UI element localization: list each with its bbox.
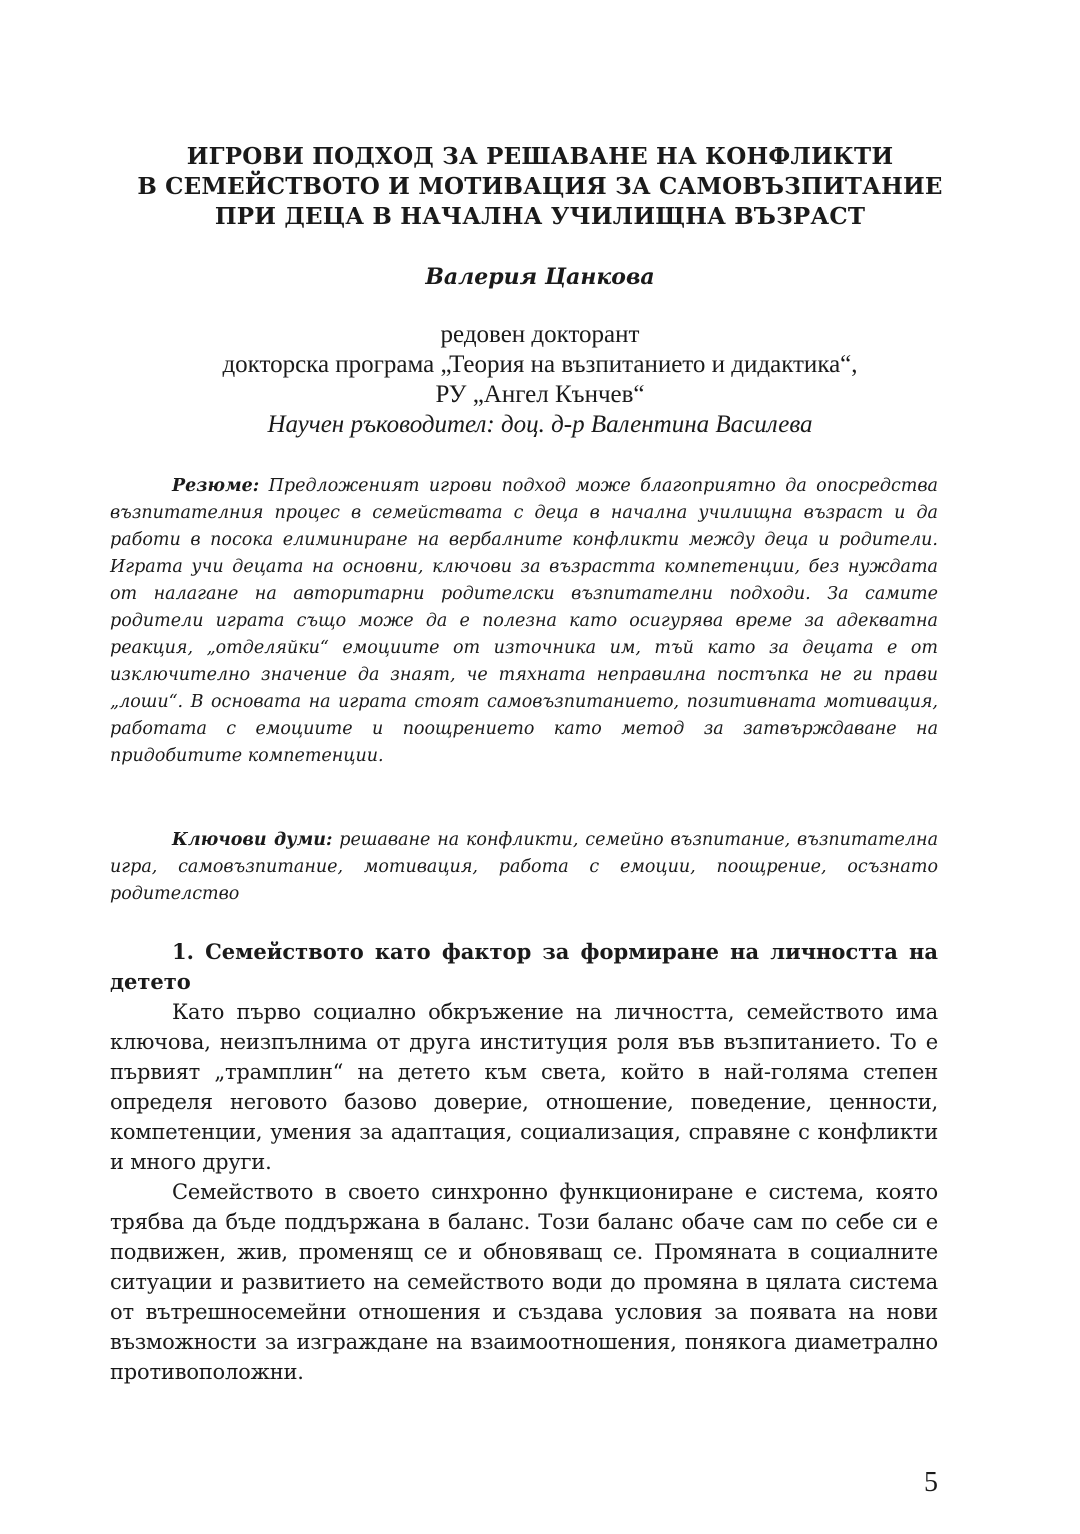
page-number: 5: [924, 1467, 938, 1498]
article-title: [100, 142, 980, 232]
section-heading: 1. Семейството като фактор за формиране на личността на детето: [110, 939, 938, 994]
affiliation-position: редовен докторант: [440, 321, 640, 348]
title-line-1: ИГРОВИ ПОДХОД ЗА РЕШАВАНЕ НА КОНФЛИКТИ: [186, 143, 894, 170]
affiliation-university: РУ „Ангел Кънчев“: [435, 381, 645, 408]
abstract-text: Предложеният игрови подход може благоприятно да опосредства възпитателния процес в семействата с деца в начална училищна възраст и да работи в посока елиминиране на вербалните конфликти между деца и родители. Играта учи децата на основни, ключови за възрастта компетенции, без нуждата от налагане на авторитарни родителски възпитателни подходи. За самите родители играта също може да е полезна като осигурява време за адекватна реакция, „отделяйки“ емоциите от източника им, тъй като за децата е от изключително значение да знаят, че тяхната неправилна постъпка не ги прави „лоши“. В основата на играта стоят самовъзпитанието, позитивната мотивация, работата с емоциите и поощрението като метод за затвърждаване на придобитите компетенции.: [110, 476, 938, 766]
affiliation-program: докторска програма „Теория на възпитанието и дидактика“,: [222, 351, 858, 378]
abstract-label: Резюме:: [172, 476, 260, 496]
keywords-text: решаване на конфликти, семейно възпитание, възпитателна игра, самовъзпитание, мотивация, работа с емоции, поощрение, осъзнато родителство: [110, 830, 939, 904]
author-name: Валерия Цанкова: [425, 264, 655, 290]
body-paragraph-2: Семейството в своето синхронно функциониране е система, която трябва да бъде поддържана в баланс. Този баланс обаче сам по себе си е подвижен, жив, променящ се и обновяващ се. Промяната в социалните ситуации и развитието на семейството води до промяна в цялата система от вътрешносемейни отношения и създава условия за появата на нови възможности за изграждане на взаимоотношения, понякога диаметрално противоположни.: [110, 1180, 938, 1384]
abstract: [110, 473, 938, 770]
body-paragraph-1: Като първо социално обкръжение на личността, семейството има ключова, неизпълнима от друга институция роля във възпитанието. То е първият „трамплин“ на детето към света, който в най-голяма степен определя неговото базово доверие, отношение, поведение, ценности, компетенции, умения за адаптация, социализация, справяне с конфликти и много други.: [110, 1000, 938, 1174]
affiliation-supervisor: Научен ръководител: доц. д-р Валентина Василева: [267, 411, 813, 438]
author-affiliation: [100, 320, 980, 440]
keywords-label: Ключови думи:: [172, 830, 333, 850]
title-line-3: ПРИ ДЕЦА В НАЧАЛНА УЧИЛИЩНА ВЪЗРАСТ: [214, 203, 866, 230]
keywords: [110, 827, 938, 908]
title-line-2: В СЕМЕЙСТВОТО И МОТИВАЦИЯ ЗА САМОВЪЗПИТАНИЕ: [137, 173, 943, 200]
